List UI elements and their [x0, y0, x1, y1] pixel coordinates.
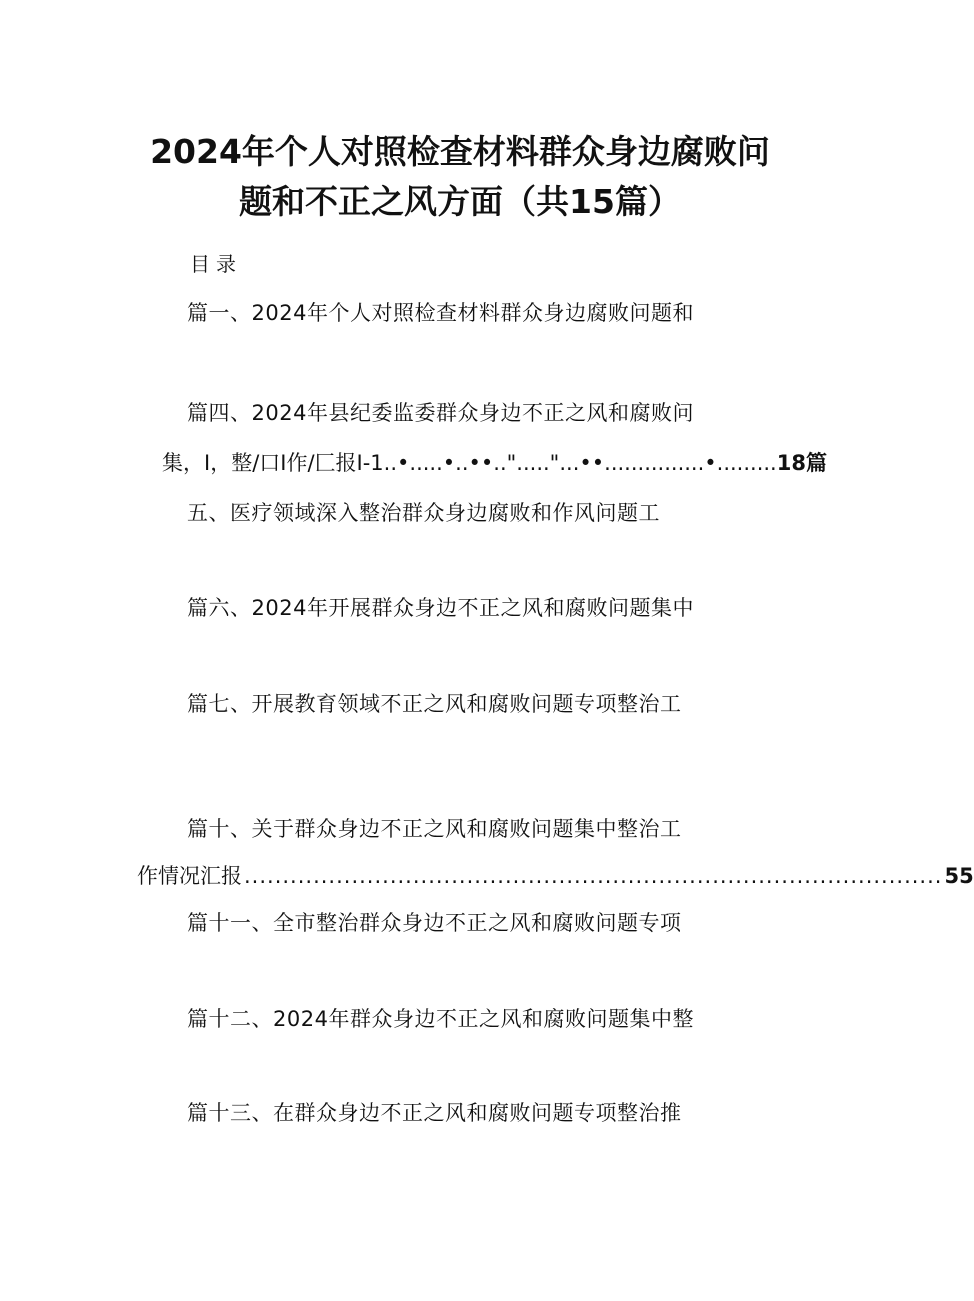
toc-entry-13[interactable]: 篇十三、在群众身边不正之风和腐败问题专项整治推: [187, 1101, 682, 1125]
toc-entry-10-page-number: 55: [944, 864, 974, 888]
toc-entry-4-continuation-text: 集，I，整/口I作/匚报I-1..•.....•..••.."....."...••...............•.........: [162, 451, 777, 475]
toc-entry-7[interactable]: 篇七、开展教育领域不正之风和腐败问题专项整治工: [187, 692, 682, 716]
toc-entry-10[interactable]: 篇十、关于群众身边不正之风和腐败问题集中整治工: [187, 817, 682, 841]
toc-entry-10-continuation: [137, 860, 974, 890]
toc-entry-12[interactable]: 篇十二、2024年群众身边不正之风和腐败问题集中整: [187, 1007, 694, 1031]
document-title-line-1: 2024年个人对照检查材料群众身边腐败问: [150, 132, 770, 171]
toc-entry-11[interactable]: 篇十一、全市整治群众身边不正之风和腐败问题专项: [187, 911, 682, 935]
toc-heading: 目录: [190, 252, 242, 276]
toc-entry-6[interactable]: 篇六、2024年开展群众身边不正之风和腐败问题集中: [187, 596, 694, 620]
document-title-line-2: 题和不正之风方面（共15篇）: [239, 182, 681, 221]
toc-leader-dots: ...........................................................................................: [244, 864, 943, 888]
toc-entry-4-page-number: 18篇: [776, 451, 827, 475]
toc-entry-1[interactable]: 篇一、2024年个人对照检查材料群众身边腐败问题和: [187, 301, 694, 325]
toc-entry-4-continuation: [162, 447, 827, 477]
toc-entry-10-continuation-text: 作情况汇报: [137, 864, 242, 888]
toc-entry-4[interactable]: 篇四、2024年县纪委监委群众身边不正之风和腐败问: [187, 401, 694, 425]
toc-entry-5[interactable]: 五、医疗领域深入整治群众身边腐败和作风问题工: [187, 501, 660, 525]
